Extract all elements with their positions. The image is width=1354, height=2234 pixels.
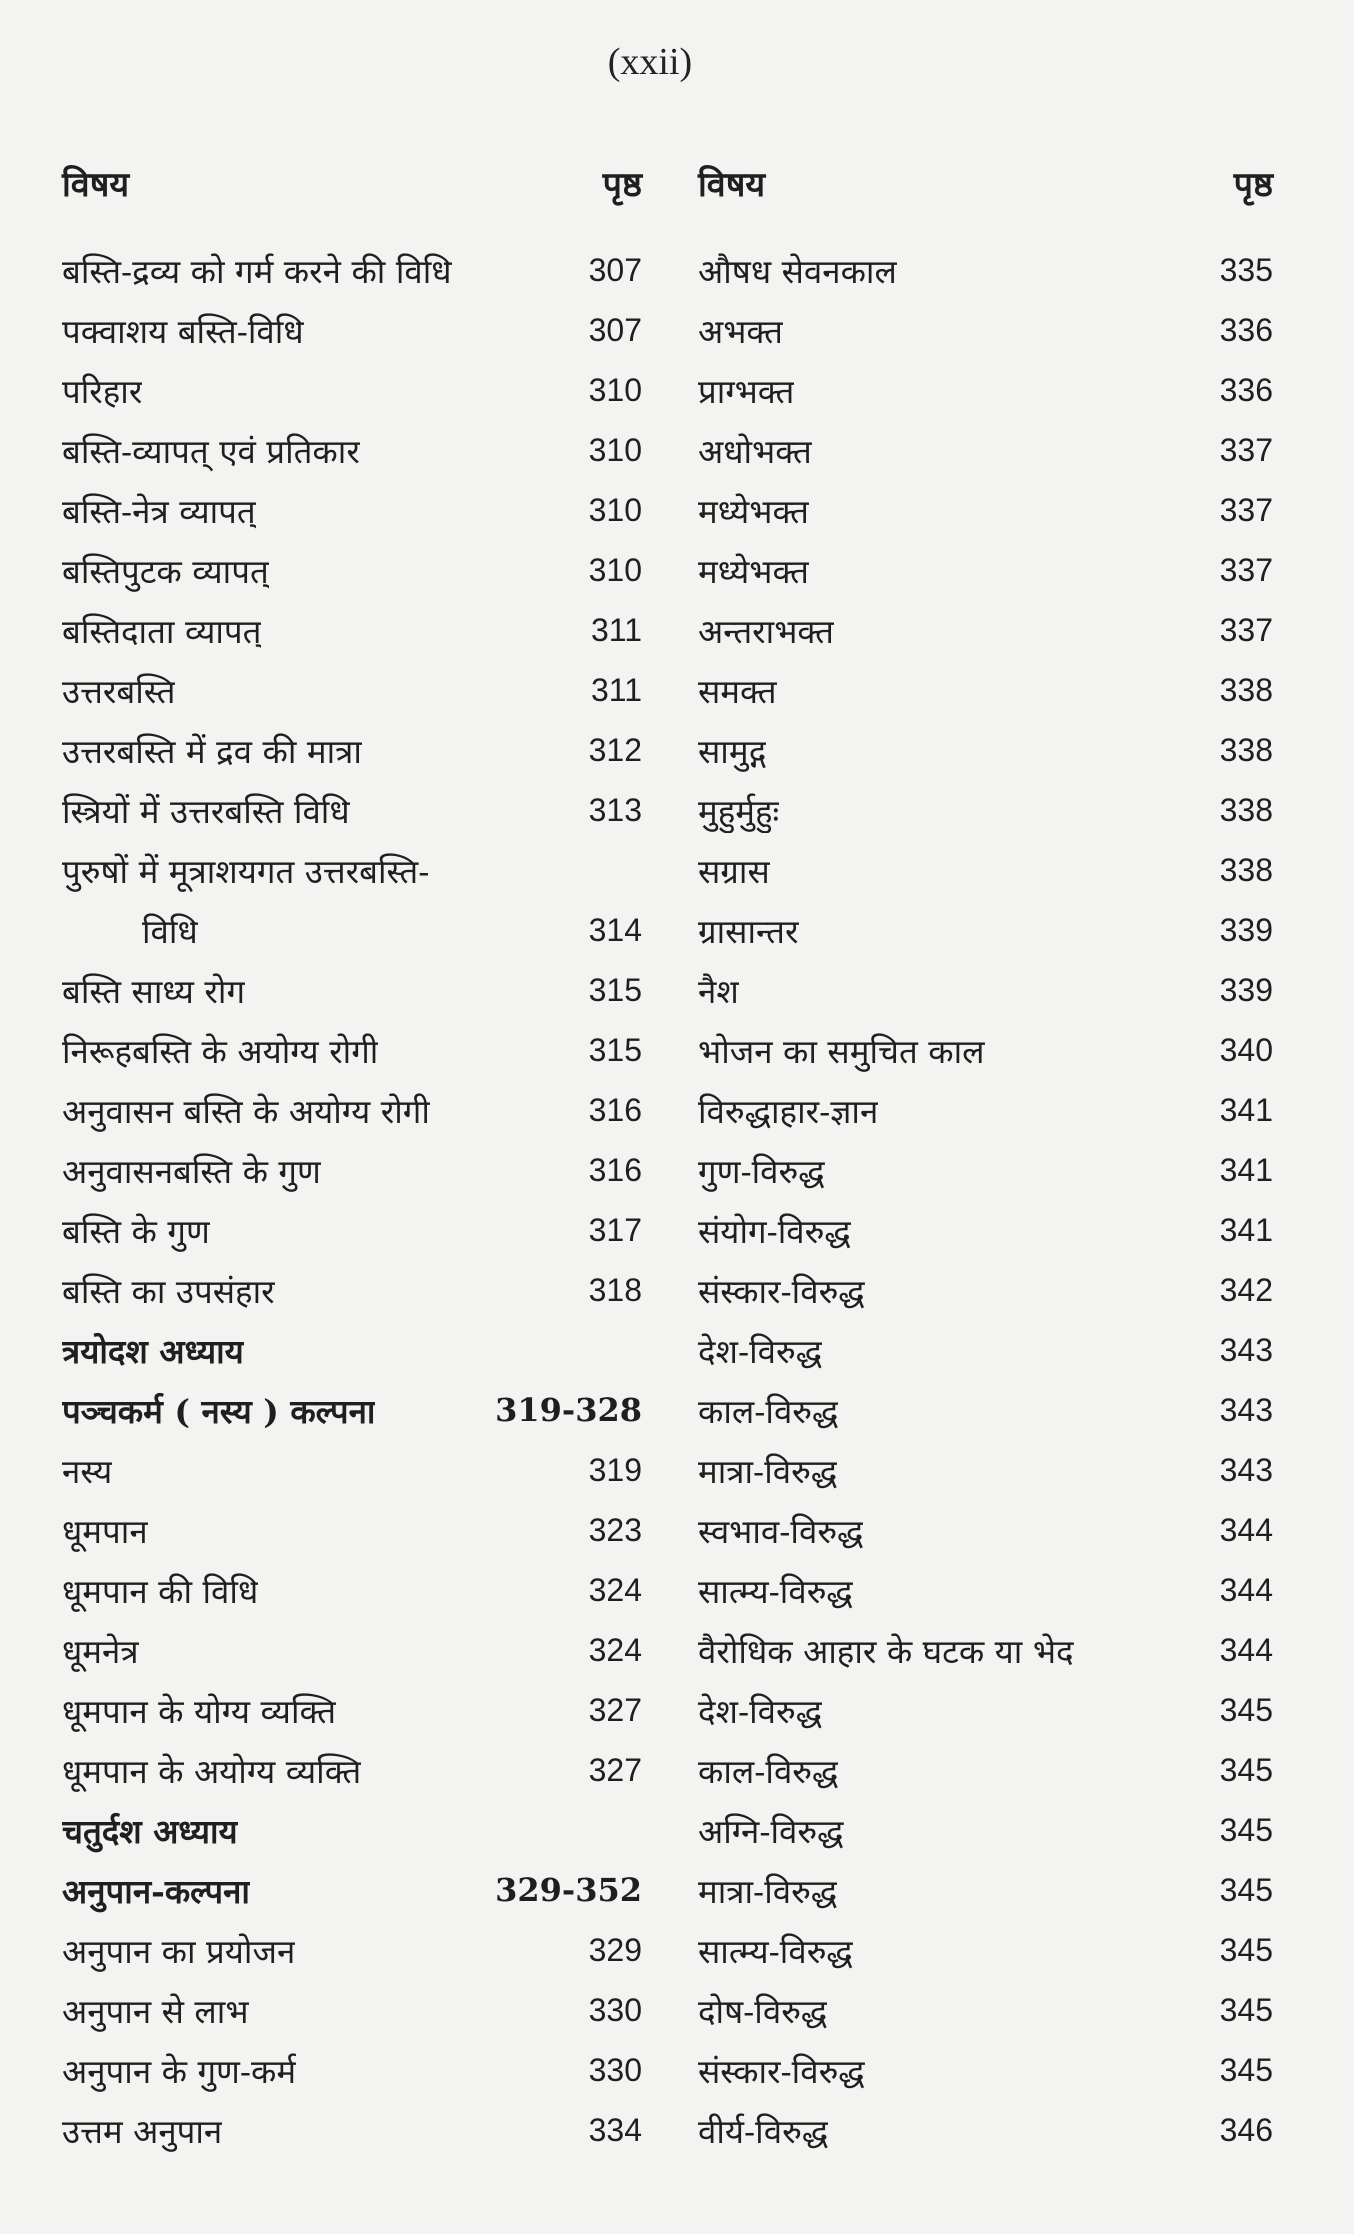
toc-entry [698,1740,1273,1800]
entry-page: 337 [1219,431,1273,468]
entry-page: 329-352 [495,1871,642,1909]
entry-title: सग्रास [698,851,770,891]
entry-page: 310 [588,431,642,468]
entry-page: 307 [588,251,642,288]
entry-title: देश-विरुद्ध [698,1331,823,1371]
entry-title: काल-विरुद्ध [698,1391,839,1431]
toc-header [62,160,642,240]
toc-entry [698,1500,1273,1560]
entry-title: प्राग्भक्त [698,371,795,411]
page-number: (xxii) [607,41,693,83]
toc-entry [62,1680,642,1740]
entry-title: मध्येभक्त [698,551,809,591]
toc-list [62,240,642,2160]
toc-right-column [698,160,1273,2160]
entry-page: 310 [588,371,642,408]
entry-title: पञ्चकर्म ( नस्य ) कल्पना [62,1391,376,1431]
entry-title: स्वभाव-विरुद्ध [698,1511,864,1551]
entry-title: बस्ति के गुण [62,1211,210,1251]
entry-title: धूमनेत्र [62,1631,139,1671]
entry-title: बस्ति का उपसंहार [62,1271,275,1311]
page-header: पृष्ठ [1233,165,1273,205]
toc-entry [62,420,642,480]
entry-page: 345 [1219,1751,1273,1788]
entry-title: अनुवासन बस्ति के अयोग्य रोगी [62,1091,430,1131]
entry-title: अनुवासनबस्ति के गुण [62,1151,321,1191]
entry-page: 324 [588,1631,642,1668]
toc-entry [698,660,1273,720]
entry-page: 338 [1219,671,1273,708]
entry-title: समक्त [698,671,777,711]
entry-page: 345 [1219,1811,1273,1848]
entry-title: मात्रा-विरुद्ध [698,1451,838,1491]
entry-page: 337 [1219,491,1273,528]
toc-entry [62,840,642,900]
entry-title: वीर्य-विरुद्ध [698,2111,829,2151]
entry-title: परिहार [62,371,143,411]
entry-title: देश-विरुद्ध [698,1691,823,1731]
toc-entry [62,1500,642,1560]
entry-title: अन्तराभक्त [698,611,834,651]
entry-page: 315 [588,1031,642,1068]
entry-title: काल-विरुद्ध [698,1751,839,1791]
entry-title: त्रयोदश अध्याय [62,1331,244,1371]
entry-title: वैरोधिक आहार के घटक या भेद [698,1631,1074,1671]
toc-entry [62,1080,642,1140]
entry-page: 345 [1219,1691,1273,1728]
entry-page: 327 [588,1691,642,1728]
toc-entry [698,1980,1273,2040]
toc-entry [698,1800,1273,1860]
toc-entry [698,2040,1273,2100]
entry-title: धूमपान की विधि [62,1571,259,1611]
entry-page: 319-328 [495,1391,642,1429]
entry-page: 310 [588,491,642,528]
entry-page: 335 [1219,251,1273,288]
entry-page: 346 [1219,2111,1273,2148]
entry-title: पुरुषों में मूत्राशयगत उत्तरबस्ति- [62,851,430,891]
toc-entry [698,960,1273,1020]
entry-page: 339 [1219,911,1273,948]
entry-title: दोष-विरुद्ध [698,1991,828,2031]
toc-entry [698,420,1273,480]
entry-page: 338 [1219,791,1273,828]
subject-header: विषय [62,165,130,205]
entry-page: 312 [588,731,642,768]
entry-title: नैश [698,971,739,1011]
toc-entry [62,1140,642,1200]
toc-entry [698,600,1273,660]
toc-entry [698,360,1273,420]
toc-entry [698,1320,1273,1380]
entry-page: 342 [1219,1271,1273,1308]
entry-title: संयोग-विरुद्ध [698,1211,851,1251]
entry-title: बस्तिदाता व्यापत् [62,611,262,651]
entry-title: अनुपान से लाभ [62,1991,249,2031]
entry-page: 311 [590,671,642,708]
toc-entry [62,1740,642,1800]
entry-page: 317 [588,1211,642,1248]
entry-title: मुहुर्मुहुः [698,791,780,831]
entry-title: नस्य [62,1451,113,1491]
toc-entry [698,1140,1273,1200]
entry-page: 341 [1219,1151,1273,1188]
entry-page: 311 [590,611,642,648]
subject-header: विषय [698,165,766,205]
entry-page: 307 [588,311,642,348]
toc-entry [698,1920,1273,1980]
toc-entry [62,1380,642,1440]
entry-page: 319 [588,1451,642,1488]
toc-entry [62,660,642,720]
entry-page: 345 [1219,1991,1273,2028]
entry-page: 336 [1219,311,1273,348]
entry-page: 341 [1219,1091,1273,1128]
toc-entry [62,720,642,780]
entry-title: बस्ति-नेत्र व्यापत् [62,491,256,531]
toc-entry [698,480,1273,540]
entry-title: बस्ति साध्य रोग [62,971,246,1011]
entry-page: 344 [1219,1631,1273,1668]
entry-page: 330 [588,1991,642,2028]
entry-page: 345 [1219,1871,1273,1908]
toc-entry [62,1020,642,1080]
toc-entry [698,1680,1273,1740]
entry-title: मात्रा-विरुद्ध [698,1871,838,1911]
entry-title: चतुर्दश अध्याय [62,1811,238,1851]
toc-entry [62,1920,642,1980]
toc-entry [698,1020,1273,1080]
entry-page: 323 [588,1511,642,1548]
entry-title: मध्येभक्त [698,491,809,531]
entry-page: 344 [1219,1571,1273,1608]
entry-page: 345 [1219,1931,1273,1968]
toc-entry [62,1320,642,1380]
entry-page: 318 [588,1271,642,1308]
toc-entry [62,1260,642,1320]
toc-entry [698,780,1273,840]
entry-title: संस्कार-विरुद्ध [698,1271,865,1311]
toc-entry [62,1800,642,1860]
entry-title: औषध सेवनकाल [698,251,897,291]
toc-entry [698,240,1273,300]
entry-title: धूमपान के अयोग्य व्यक्ति [62,1751,362,1791]
toc-entry [698,900,1273,960]
entry-title: अग्नि-विरुद्ध [698,1811,844,1851]
entry-page: 340 [1219,1031,1273,1068]
entry-page: 316 [588,1091,642,1128]
toc-entry [698,1080,1273,1140]
entry-page: 343 [1219,1331,1273,1368]
toc-entry [62,1200,642,1260]
entry-page: 334 [588,2111,642,2148]
entry-title: पक्वाशय बस्ति-विधि [62,311,304,351]
toc-entry [62,1980,642,2040]
entry-title: विधि [142,911,198,951]
entry-title: सात्म्य-विरुद्ध [698,1931,853,1971]
entry-page: 316 [588,1151,642,1188]
entry-title: उत्तम अनुपान [62,2111,223,2151]
toc-entry [698,840,1273,900]
entry-title: संस्कार-विरुद्ध [698,2051,865,2091]
entry-title: अधोभक्त [698,431,812,471]
toc-entry [62,1440,642,1500]
toc-left-column [62,160,642,2160]
entry-page: 339 [1219,971,1273,1008]
toc-entry [62,1860,642,1920]
toc-header [698,160,1273,240]
toc-entry [62,2100,642,2160]
page-header: पृष्ठ [602,165,642,205]
entry-page: 337 [1219,611,1273,648]
entry-page: 338 [1219,851,1273,888]
entry-page: 343 [1219,1391,1273,1428]
entry-title: उत्तरबस्ति [62,671,176,711]
entry-page: 324 [588,1571,642,1608]
toc-entry [62,360,642,420]
entry-page: 337 [1219,551,1273,588]
entry-page: 329 [588,1931,642,1968]
entry-title: अनुपान-कल्पना [62,1871,250,1911]
toc-entry [698,2100,1273,2160]
toc-entry [62,960,642,1020]
toc-entry [62,600,642,660]
toc-entry [62,300,642,360]
entry-title: विरुद्धाहार-ज्ञान [698,1091,879,1131]
entry-page: 345 [1219,2051,1273,2088]
toc-entry [698,1440,1273,1500]
entry-title: सात्म्य-विरुद्ध [698,1571,853,1611]
toc-entry [62,540,642,600]
toc-entry [62,480,642,540]
entry-page: 343 [1219,1451,1273,1488]
toc-entry [62,2040,642,2100]
entry-page: 344 [1219,1511,1273,1548]
entry-title: धूमपान [62,1511,148,1551]
entry-page: 310 [588,551,642,588]
entry-page: 314 [588,911,642,948]
toc-entry [62,780,642,840]
toc-entry [62,900,642,960]
entry-title: अनुपान के गुण-कर्म [62,2051,297,2091]
toc-entry [698,720,1273,780]
toc-entry [698,300,1273,360]
entry-page: 341 [1219,1211,1273,1248]
entry-title: बस्ति-द्रव्य को गर्म करने की विधि [62,251,452,291]
entry-title: भोजन का समुचित काल [698,1031,985,1071]
entry-title: निरूहबस्ति के अयोग्य रोगी [62,1031,379,1071]
entry-title: अभक्त [698,311,783,351]
entry-title: ग्रासान्तर [698,911,799,951]
toc-entry [62,240,642,300]
entry-page: 338 [1219,731,1273,768]
toc-entry [62,1560,642,1620]
toc-entry [698,1260,1273,1320]
entry-title: स्त्रियों में उत्तरबस्ति विधि [62,791,350,831]
entry-title: सामुद्ग [698,731,767,771]
entry-title: बस्तिपुटक व्यापत् [62,551,269,591]
entry-page: 315 [588,971,642,1008]
entry-page: 330 [588,2051,642,2088]
entry-title: गुण-विरुद्ध [698,1151,825,1191]
entry-title: अनुपान का प्रयोजन [62,1931,296,1971]
entry-title: धूमपान के योग्य व्यक्ति [62,1691,337,1731]
entry-title: उत्तरबस्ति में द्रव की मात्रा [62,731,362,771]
toc-entry [698,1620,1273,1680]
entry-page: 336 [1219,371,1273,408]
entry-title: बस्ति-व्यापत् एवं प्रतिकार [62,431,360,471]
toc-entry [698,1200,1273,1260]
toc-entry [698,540,1273,600]
toc-entry [698,1560,1273,1620]
toc-entry [62,1620,642,1680]
entry-page: 327 [588,1751,642,1788]
toc-list [698,240,1273,2160]
entry-page: 313 [588,791,642,828]
toc-entry [698,1860,1273,1920]
toc-entry [698,1380,1273,1440]
